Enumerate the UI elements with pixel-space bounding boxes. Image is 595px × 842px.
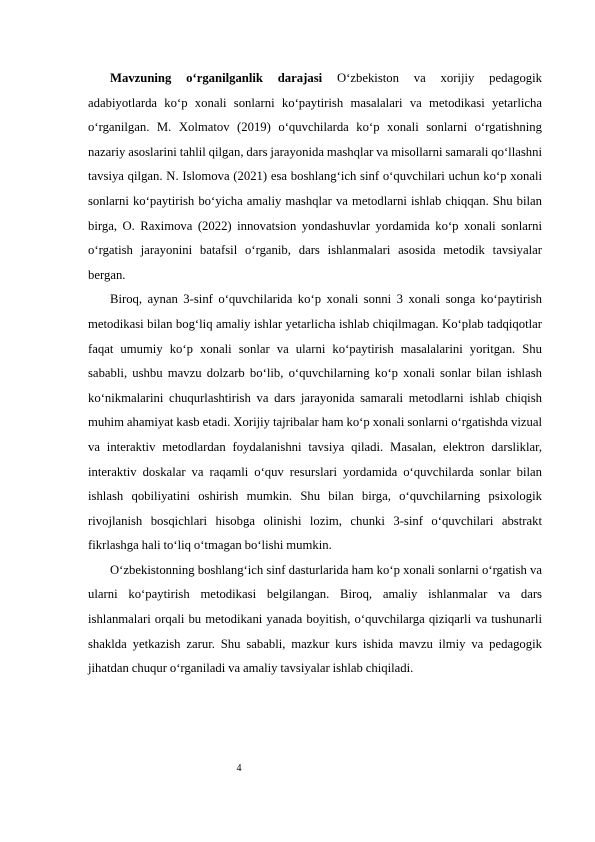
paragraph-study-level [88, 66, 542, 287]
document-body [88, 66, 542, 681]
paragraph-curriculum [88, 558, 542, 681]
paragraph-text: O‘zbekistonning boshlang‘ich sinf dasturlarida ham ko‘p xonali sonlarni o‘rgatish va ularni ko‘paytirish metodikasi belgilangan. Biroq, amaliy ishlanmalar va dars ishlanmalari orqali bu metodikani yanada boyitish, o‘quvchilarga qiziqarli va tushunarli shaklda yetkazish zarur. Shu sababli, mazkur kurs ishida mavzu ilmiy va pedagogik jihatdan chuqur o‘rganiladi va amaliy tavsiyalar ishlab chiqiladi. [88, 562, 542, 676]
page-number: 4 [236, 763, 242, 774]
paragraph-text: Biroq, aynan 3-sinf o‘quvchilarida ko‘p xonali sonni 3 xonali songa ko‘paytirish metodikasi bilan bog‘liq amaliy ishlar yetarlicha ishlab chiqilmagan. Ko‘plab tadqiqotlar faqat umumiy ko‘p xonali sonlar va ularni ko‘paytirish masalalarini yoritgan. Shu sababli, ushbu mavzu dolzarb bo‘lib, o‘quvchilarning ko‘p xonali sonlar bilan ishlash ko‘nikmalarini chuqurlashtirish va dars jarayonida samarali metodlarni ishlab chiqish muhim ahamiyat kasb etadi. Xorijiy tajribalar ham ko‘p xonali sonlarni o‘rgatishda vizual va interaktiv metodlardan foydalanishni tavsiya qiladi. Masalan, elektron darsliklar, interaktiv doskalar va raqamli o‘quv resurslari yordamida o‘quvchilarda sonlar bilan ishlash qobiliyatini oshirish mumkin. Shu bilan birga, o‘quvchilarning psixologik rivojlanish bosqichlari hisobga olinishi lozim, chunki 3-sinf o‘quvchilari abstrakt fikrlashga hali to‘liq o‘tmagan bo‘lishi mumkin. [88, 292, 542, 553]
paragraph-research-gap [88, 287, 542, 558]
paragraph-text: O‘zbekiston va xorijiy pedagogik adabiyotlarda ko‘p xonali sonlarni ko‘paytirish masalalari va metodikasi yetarlicha o‘rganilgan. M. Xolmatov (2019) o‘quvchilarda ko‘p xonali sonlarni o‘rgatishning nazariy asoslarini tahlil qilgan, dars jarayonida mashqlar va misollarni samarali qo‘llashni tavsiya qilgan. N. Islomova (2021) esa boshlang‘ich sinf o‘quvchilari uchun ko‘p xonali sonlarni ko‘paytirish bo‘yicha amaliy mashqlar va metodlarni ishlab chiqqan. Shu bilan birga, O. Raximova (2022) innovatsion yondashuvlar yordamida ko‘p xonali sonlarni o‘rgatish jarayonini batafsil o‘rganib, dars ishlanmalari asosida metodik tavsiyalar bergan. [88, 71, 542, 282]
paragraph-lead-heading: Mavzuning o‘rganilganlik darajasi [110, 71, 323, 85]
